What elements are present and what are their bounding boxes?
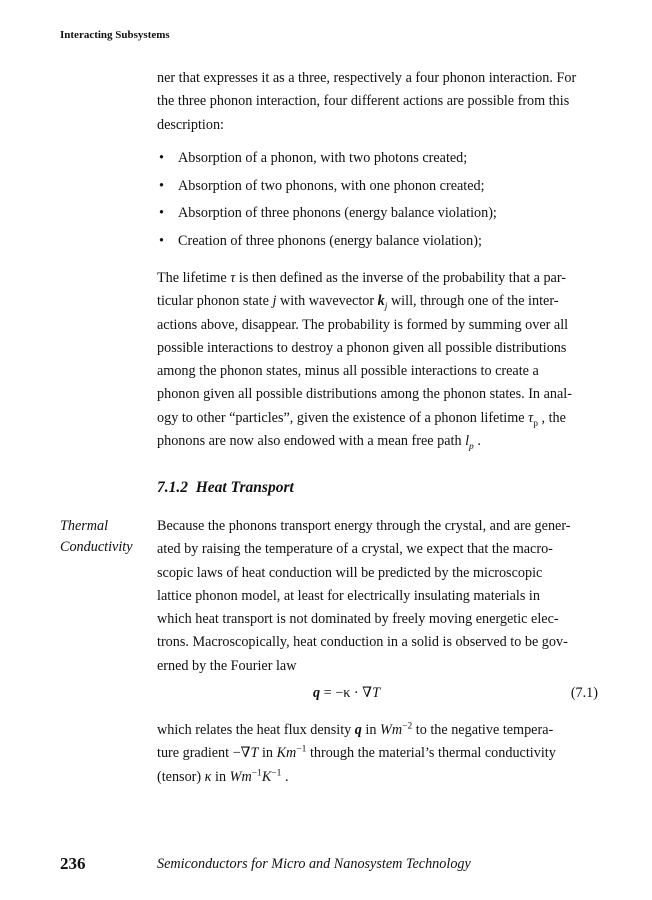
paragraph-line: scopic laws of heat conduction will be predicted by the microscopic [157,564,543,581]
section-number: 7.1.2 [157,479,188,496]
tau-p-symbol: τ [528,409,534,426]
paragraph-line: which heat transport is not dominated by freely moving energetic elec- [157,611,559,628]
fourier-law-equation [157,685,598,709]
paragraph-line: ated by raising the temperature of a crystal, we expect that the macro- [157,541,553,558]
bullet-marker: • [159,232,164,249]
j-symbol: j [272,293,277,310]
list-item-text: Creation of three phonons (energy balance violation); [178,232,482,249]
intro-line: the three phonon interaction, four different actions are possible from this [157,93,570,110]
bullet-marker: • [159,205,164,221]
interaction-list [157,146,598,256]
l-p-symbol: l [465,433,470,450]
paragraph-line: (tensor) κ in $Wm^{-1}K^{-1}$ . [157,767,289,785]
list-item [157,146,598,174]
paragraph-line: Because the phonons transport energy through the crystal, and are gener- [157,518,571,534]
paragraph-line: lattice phonon model, at least for electrically insulating materials in [157,587,540,604]
running-header: Interacting Subsystems [60,29,170,41]
paragraph-line: ture gradient −∇T in $Km^{-1}$ through the material’s thermal conductivity [157,744,556,762]
list-item [157,229,598,257]
paragraph-line: phonons are now also endowed with a mean free path $l_p$ . [157,433,481,452]
bullet-marker: • [159,150,164,166]
equation-body: q = −κ · ∇T [313,685,380,701]
paragraph-line: actions above, disappear. The probability is formed by summing over all [157,316,569,333]
list-item-text: Absorption of two phonons, with one phonon created; [178,177,485,194]
bullet-marker: • [159,177,164,194]
intro-line: ner that expresses it as a three, respectively a four phonon interaction. For [157,70,577,86]
paragraph-line: ogy to other “particles”, given the existence of a phonon lifetime $\tau_p$ , the [157,409,566,429]
paragraph-line: which relates the heat flux density q in $Wm^{-2}$ to the negative tempera- [157,721,554,738]
list-item [157,201,598,229]
equation-number: (7.1) [570,685,598,701]
flux-paragraph [157,719,598,789]
paragraph-line: erned by the Fourier law [157,657,297,674]
page-number: 236 [60,854,86,873]
intro-line: description: [157,116,224,133]
paragraph-line: trons. Macroscopically, heat conduction in a solid is observed to be gov- [157,634,568,651]
list-item-text: Absorption of three phonons (energy balance violation); [178,205,497,221]
section-heading [157,479,294,497]
paragraph-line: ticular phonon state j with wavevector $k_j$ will, through one of the inter- [157,293,559,313]
lifetime-paragraph [157,267,598,453]
paragraph-line: The lifetime τ is then defined as the inverse of the probability that a par- [157,270,567,286]
paragraph-line: possible interactions to destroy a phonon given all possible distributions [157,339,567,356]
heat-transport-paragraph [157,515,598,678]
paragraph-line: phonon given all possible distributions among the phonon states. In anal- [157,386,572,403]
list-item-text: Absorption of a phonon, with two photons created; [178,150,468,166]
intro-paragraph [157,67,598,137]
margin-note: Thermal Conductivity [60,518,133,555]
tau-symbol: τ [230,270,236,286]
k-vector-symbol: k [377,293,385,310]
paragraph-line: among the phonon states, minus all possible interactions to create a [157,363,539,380]
list-item [157,174,598,202]
section-title: Heat Transport [195,479,294,496]
book-title: Semiconductors for Micro and Nanosystem Technology [157,856,471,872]
